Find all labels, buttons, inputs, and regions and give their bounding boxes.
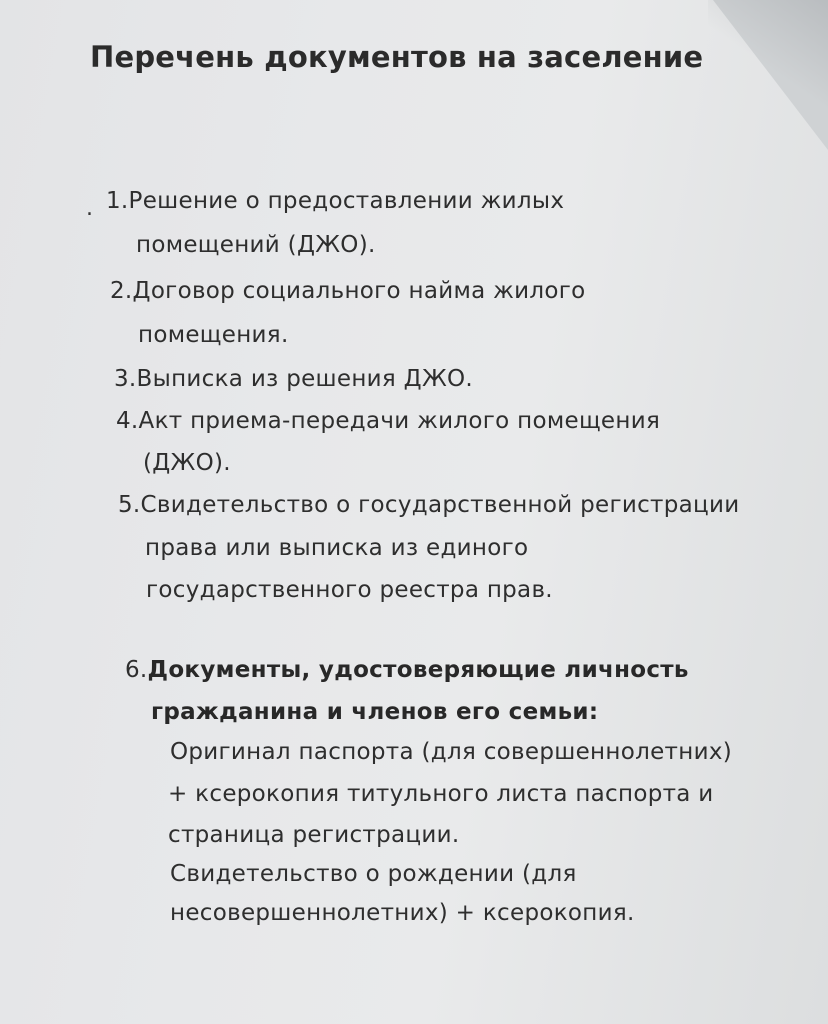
list-item-6-line-2: гражданина и членов его семьи: (151, 699, 599, 725)
list-item-5-line-2: права или выписка из единого (145, 535, 529, 561)
list-item-6-detail-1: Оригинал паспорта (для совершеннолетних) (170, 739, 733, 765)
list-item-4-text: Акт приема-передачи жилого помещения (138, 408, 661, 434)
document-title: Перечень документов на заселение (90, 40, 704, 74)
list-item-1-line-1 (106, 188, 564, 214)
list-item-5-number: 5. (118, 492, 141, 518)
list-item-4-line-1 (116, 408, 660, 434)
list-item-5-line-3: государственного реестра прав. (146, 577, 553, 603)
list-item-1-text: Решение о предоставлении жилых (128, 188, 565, 214)
list-item-1-line-2: помещений (ДЖО). (136, 232, 376, 258)
list-item-2-number: 2. (110, 278, 133, 304)
list-item-1-number: 1. (106, 188, 129, 214)
list-item-6-line-1 (125, 657, 689, 683)
list-item-4-number: 4. (116, 408, 139, 434)
list-item-6-text: Документы, удостоверяющие личность (147, 657, 689, 683)
list-item-3-number: 3. (114, 366, 137, 392)
list-item-6-number: 6. (125, 657, 148, 683)
list-item-4-line-2: (ДЖО). (143, 450, 231, 476)
list-item-2-line-1 (110, 278, 586, 304)
list-item-6-detail-5: несовершеннолетних) + ксерокопия. (170, 900, 635, 926)
list-item-3-text: Выписка из решения ДЖО. (136, 366, 474, 392)
list-item-2-line-2: помещения. (138, 322, 289, 348)
page-corner-shadow (708, 0, 828, 160)
list-item-5-line-1 (118, 492, 739, 518)
stray-dot: . (86, 196, 93, 221)
list-item-6-detail-3: страница регистрации. (168, 822, 460, 848)
list-item-2-text: Договор социального найма жилого (132, 278, 586, 304)
list-item-6-detail-2: + ксерокопия титульного листа паспорта и (168, 781, 714, 807)
list-item-5-text: Свидетельство о государственной регистрации (140, 492, 740, 518)
list-item-3-line-1 (114, 366, 473, 392)
list-item-6-detail-4: Свидетельство о рождении (для (170, 861, 577, 887)
